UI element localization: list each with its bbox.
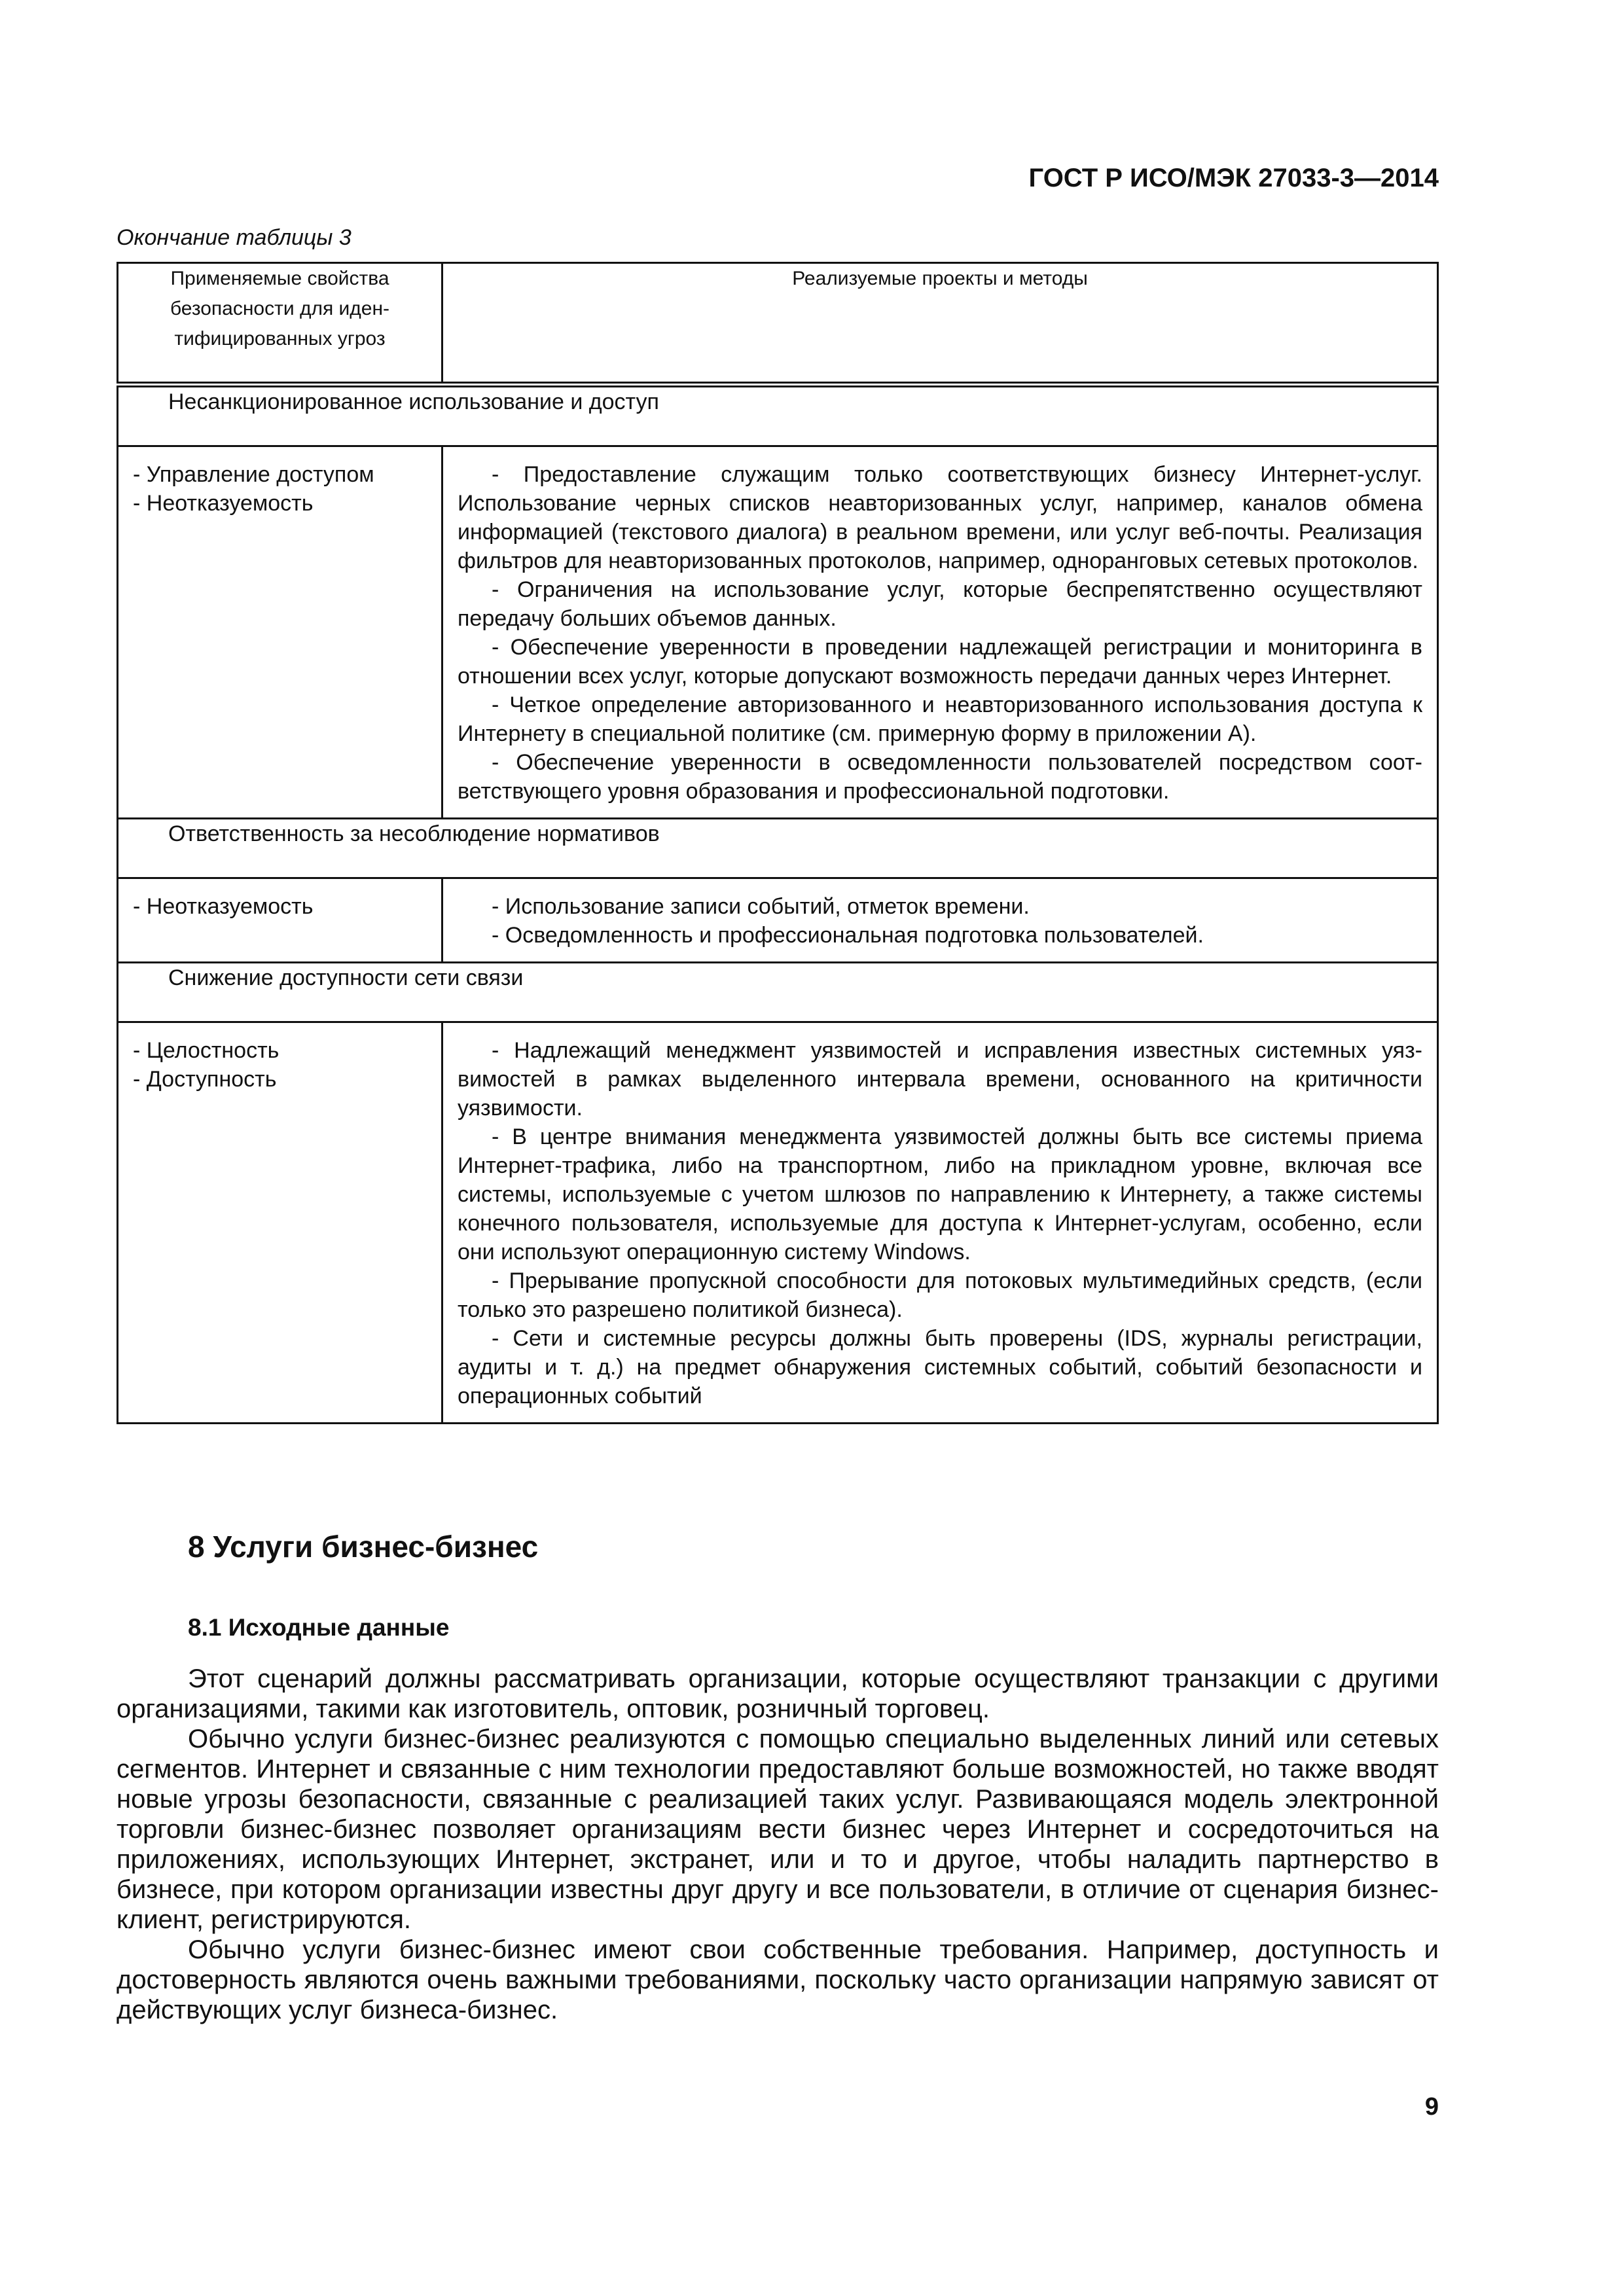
section-title: Несанкционированное использование и доступ [118, 385, 1438, 446]
table-row [118, 1022, 1438, 1424]
column-header-measures: Реализуемые проекты и методы [442, 263, 1438, 385]
section-row [118, 385, 1438, 446]
section-row [118, 819, 1438, 878]
measure-item: - Прерывание пропускной способности для потоковых мультимедийных средств, (если только это разрешено политикой бизнеса). [458, 1268, 1422, 1322]
column-header-properties: Применяемые свойства безопасности для идентифицированных угроз [118, 263, 442, 385]
measure-item: - Ограничения на использование услуг, которые беспрепятственно осуществляют передачу больших объемов данных. [458, 577, 1422, 631]
measure-item: - Использование записи событий, отметок времени. [492, 894, 1030, 919]
measure-item: - Сети и системные ресурсы должны быть проверены (IDS, журналы регистрации, аудиты и т. д.) на предмет обнаружения системных событий, событий безопасности и операционных событий [458, 1326, 1422, 1408]
page-number: 9 [1424, 2093, 1439, 2121]
measures-table [117, 262, 1439, 1424]
properties-cell [118, 878, 442, 963]
measures-cell [442, 878, 1438, 963]
properties-cell [118, 1022, 442, 1424]
paragraph: Этот сценарий должны рассматривать организации, которые осуществляют транзакции с другими организациями, такими как изготовитель, оптовик, розничный торговец. [117, 1664, 1439, 1723]
property-item: - Неотказуемость [133, 894, 314, 919]
subsection-heading: 8.1 Исходные данные [188, 1614, 450, 1641]
section-row [118, 963, 1438, 1022]
measure-item: - В центре внимания менеджмента уязвимостей должны быть все системы приема Интернет-трафика, либо на транспортном, либо на прикладном уровне, включая все системы, используемые с учетом шлюзов по направлению к Интернету, а также системы конечного пользователя, используемые для доступа к Интернет-услугам, особенно, если они используют операционную систему Windows. [458, 1124, 1422, 1265]
measure-item: - Предоставление служащим только соответствующих бизнесу Интернет-услуг. Использование черных списков неавторизованных услуг, например, каналов обмена информацией (текстового диалога) в реальном времени, или услуг веб-почты. Реализация фильтров для неавторизованных протоколов, например, одноранговых сетевых протоколов. [458, 462, 1422, 573]
table-header-row [118, 263, 1438, 385]
measures-cell [442, 446, 1438, 819]
section-title: Ответственность за несоблюдение нормативов [118, 819, 1438, 878]
body-text [117, 1664, 1439, 2025]
measure-item: - Четкое определение авторизованного и неавторизованного использования доступа к Интернету в специальной политике (см. примерную форму в приложении А). [458, 692, 1422, 746]
measures-cell [442, 1022, 1438, 1424]
table-caption: Окончание таблицы 3 [117, 225, 352, 250]
property-item: - Неотказуемость [133, 491, 314, 516]
property-item: - Управление доступом [133, 462, 374, 487]
properties-cell [118, 446, 442, 819]
paragraph: Обычно услуги бизнес-бизнес реализуются с помощью специально выделенных линий или сетевых сегментов. Интернет и связанные с ним технологии предоставляют больше возможностей, но также вводят новые угрозы безопасности, связанные с реализацией таких услуг. Развивающаяся модель электронной торговли бизнес-бизнес позволяет организациям вести бизнес через Интернет и сосредоточиться на приложениях, использующих Интернет, экстранет, или и то и другое, чтобы наладить партнерство в бизнесе, при котором организации известны друг другу и все пользователи, в отличие от сценария бизнес-клиент, регистрируются. [117, 1725, 1439, 1934]
measure-item: - Обеспечение уверенности в проведении надлежащей регистрации и мониторинга в отношении всех услуг, которые допускают возможность передачи данных через Интернет. [458, 635, 1422, 689]
measure-item: - Осведомленность и профессиональная подготовка пользователей. [492, 923, 1204, 948]
section-heading: 8 Услуги бизнес-бизнес [188, 1530, 539, 1564]
property-item: - Целостность [133, 1038, 280, 1063]
table-row [118, 878, 1438, 963]
measure-item: - Надлежащий менеджмент уязвимостей и исправления известных системных уязвимостей в рамках выделенного интервала времени, основанного на критичности уязвимости. [458, 1038, 1422, 1121]
property-item: - Доступность [133, 1067, 277, 1092]
table-row [118, 446, 1438, 819]
section-title: Снижение доступности сети связи [118, 963, 1438, 1022]
document-header: ГОСТ Р ИСО/МЭК 27033-3—2014 [1028, 164, 1439, 192]
paragraph: Обычно услуги бизнес-бизнес имеют свои собственные требования. Например, доступность и достоверность являются очень важными требованиями, поскольку часто организации напрямую зависят от действующих услуг бизнеса-бизнес. [117, 1935, 1439, 2024]
measure-item: - Обеспечение уверенности в осведомленности пользователей посредством соответствующего уровня образования и профессиональной подготовки. [458, 750, 1422, 804]
